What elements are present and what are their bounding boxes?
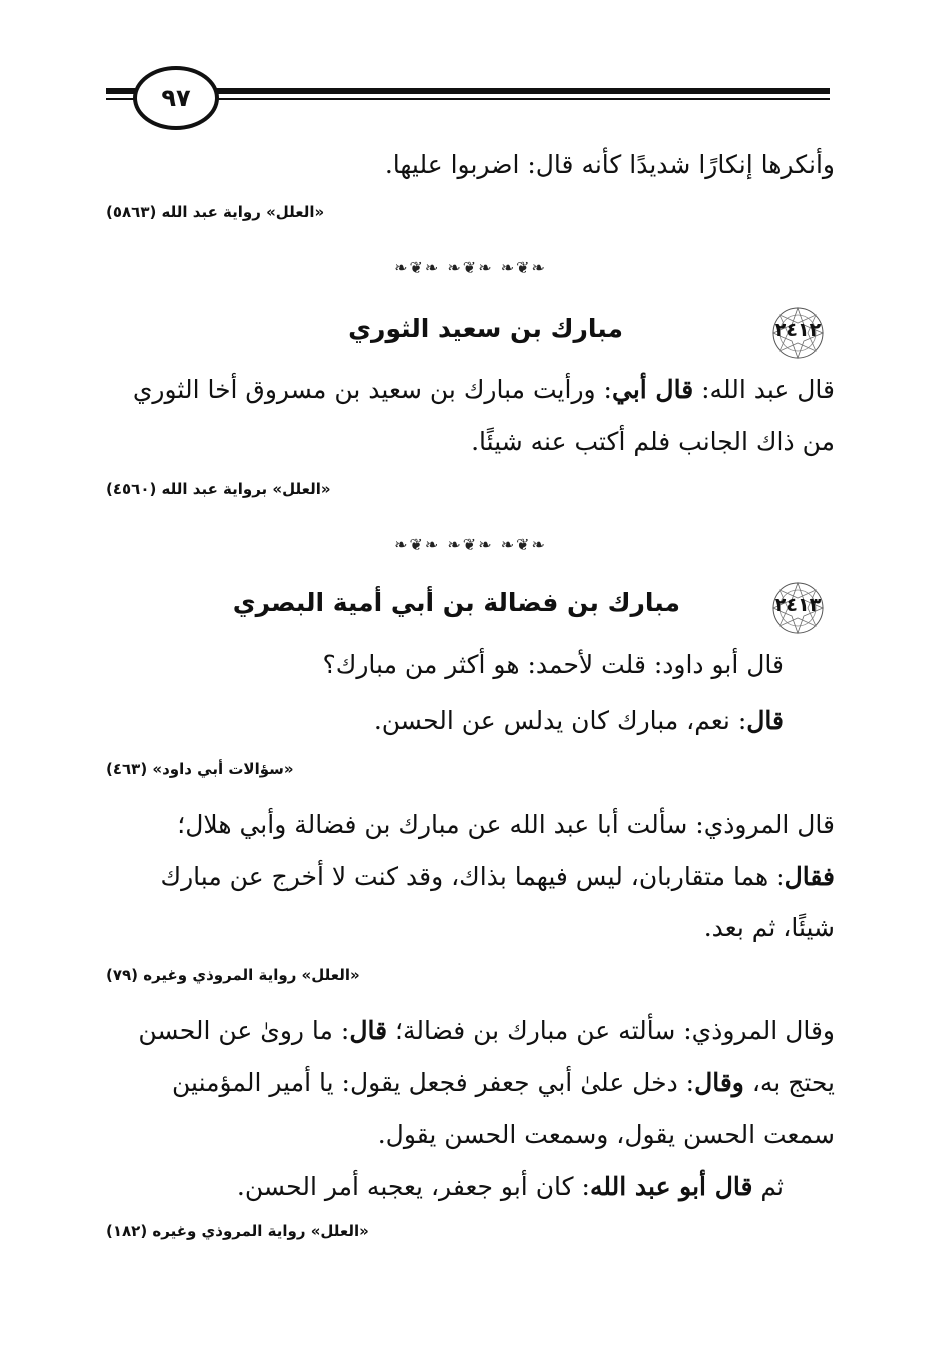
text-line — [161, 862, 836, 891]
entry-number: ٢٤١٣ — [774, 594, 822, 616]
text-segment: يحتج به، — [743, 1068, 835, 1097]
section-divider-ornament: ❧❦❧ ❧❦❧ ❧❦❧ — [394, 258, 547, 277]
bold-keyword: قال — [349, 1016, 388, 1045]
entry-heading: مبارك بن سعيد الثوري — [348, 314, 623, 343]
text-line: شيئًا، ثم بعد. — [703, 913, 835, 942]
bold-keyword: قال أبو عبد الله — [589, 1172, 753, 1201]
source-reference: «العلل» برواية عبد الله (٤٥٦٠) — [106, 480, 331, 498]
text-line — [237, 1172, 784, 1201]
text-segment: قال عبد الله: — [693, 375, 835, 404]
text-segment: : نعم، مبارك كان يدلس عن الحسن. — [373, 706, 747, 735]
source-reference: «سؤالات أبي داود» (٤٦٣) — [106, 760, 294, 778]
header-rule-right-thick — [210, 88, 830, 94]
text-line: من ذاك الجانب فلم أكتب عنه شيئًا. — [471, 427, 835, 456]
bold-keyword: فقال — [784, 862, 835, 891]
text-segment: وقال المروذي: سألته عن مبارك بن فضالة؛ — [387, 1016, 835, 1045]
header-rule-left-thin — [106, 98, 136, 100]
source-reference: «العلل» رواية عبد الله (٥٨٦٣) — [106, 203, 325, 221]
text-segment: : ورأيت مبارك بن سعيد بن مسروق أخا الثوري — [132, 375, 612, 404]
bold-keyword: وقال — [694, 1068, 744, 1097]
text-line: سمعت الحسن يقول، وسمعت الحسن يقول. — [377, 1120, 835, 1149]
section-divider-ornament: ❧❦❧ ❧❦❧ ❧❦❧ — [394, 535, 547, 554]
bold-keyword: قال أبي — [611, 375, 694, 404]
text-line — [374, 706, 784, 735]
text-line — [133, 375, 835, 404]
header-rule-left-thick — [106, 88, 136, 94]
source-reference: «العلل» رواية المروذي وغيره (٧٩) — [106, 966, 360, 984]
page-number-badge — [133, 66, 219, 130]
text-segment: : ما روىٰ عن الحسن — [138, 1016, 350, 1045]
text-line — [172, 1068, 835, 1097]
entry-heading: مبارك بن فضالة بن أبي أمية البصري — [232, 588, 680, 617]
text-line: قال أبو داود: قلت لأحمد: هو أكثر من مبارك؟ — [322, 650, 784, 679]
text-segment: ثم — [752, 1172, 784, 1201]
text-line: قال المروذي: سألت أبا عبد الله عن مبارك بن فضالة وأبي هلال؛ — [177, 810, 835, 839]
text-segment: : هما متقاربان، ليس فيهما بذاك، وقد كنت لا أخرج عن مبارك — [160, 862, 785, 891]
header-rule-right-thin — [210, 98, 830, 100]
text-line: وأنكرها إنكارًا شديدًا كأنه قال: اضربوا عليها. — [384, 150, 835, 179]
entry-number: ٢٤١٢ — [774, 319, 822, 341]
entry-number-badge — [770, 580, 826, 636]
text-segment: : دخل علىٰ أبي جعفر فجعل يقول: يا أمير المؤمنين — [172, 1068, 695, 1097]
page-number: ٩٧ — [161, 84, 191, 112]
text-line — [138, 1016, 835, 1045]
entry-number-badge — [770, 305, 826, 361]
bold-keyword: قال — [746, 706, 784, 735]
source-reference: «العلل» رواية المروذي وغيره (١٨٢) — [106, 1222, 369, 1240]
text-segment: : كان أبو جعفر، يعجبه أمر الحسن. — [236, 1172, 590, 1201]
